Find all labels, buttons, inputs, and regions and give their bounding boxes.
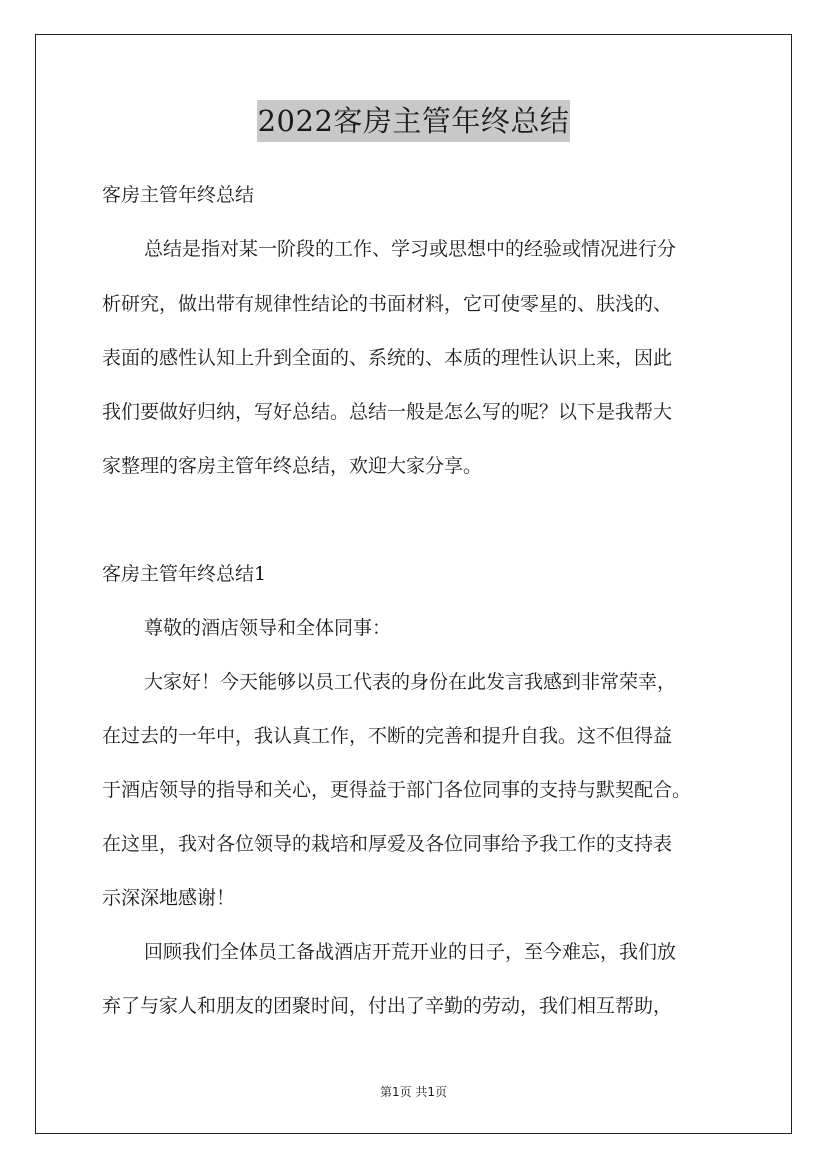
intro-line: 析研究，做出带有规律性结论的书面材料，它可使零星的、肤浅的、 bbox=[102, 293, 673, 315]
title-container bbox=[0, 100, 827, 142]
document-title: 2022客房主管年终总结 bbox=[257, 100, 571, 142]
paragraph-line: 示深深地感谢！ bbox=[102, 887, 236, 909]
page-footer: 第1页 共1页 bbox=[379, 1085, 448, 1099]
paragraph-line: 弃了与家人和朋友的团聚时间，付出了辛勤的劳动，我们相互帮助， bbox=[102, 995, 673, 1017]
paragraph-line: 在这里，我对各位领导的栽培和厚爱及各位同事给予我工作的支持表 bbox=[102, 833, 673, 855]
greeting: 尊敬的酒店领导和全体同事： bbox=[144, 617, 392, 639]
section-heading: 客房主管年终总结1 bbox=[102, 563, 267, 585]
subtitle: 客房主管年终总结 bbox=[102, 184, 255, 206]
intro-line: 总结是指对某一阶段的工作、学习或思想中的经验或情况进行分 bbox=[144, 238, 677, 260]
paragraph-line: 回顾我们全体员工备战酒店开荒开业的日子，至今难忘，我们放 bbox=[144, 941, 677, 963]
intro-line: 家整理的客房主管年终总结，欢迎大家分享。 bbox=[102, 455, 483, 477]
intro-line: 表面的感性认知上升到全面的、系统的、本质的理性认识上来，因此 bbox=[102, 347, 673, 369]
paragraph-line: 大家好！今天能够以员工代表的身份在此发言我感到非常荣幸， bbox=[144, 671, 677, 693]
intro-line: 我们要做好归纳，写好总结。总结一般是怎么写的呢？以下是我帮大 bbox=[102, 401, 673, 423]
paragraph-line: 在过去的一年中，我认真工作，不断的完善和提升自我。这不但得益 bbox=[102, 725, 673, 747]
paragraph-line: 于酒店领导的指导和关心，更得益于部门各位同事的支持与默契配合。 bbox=[102, 779, 692, 801]
